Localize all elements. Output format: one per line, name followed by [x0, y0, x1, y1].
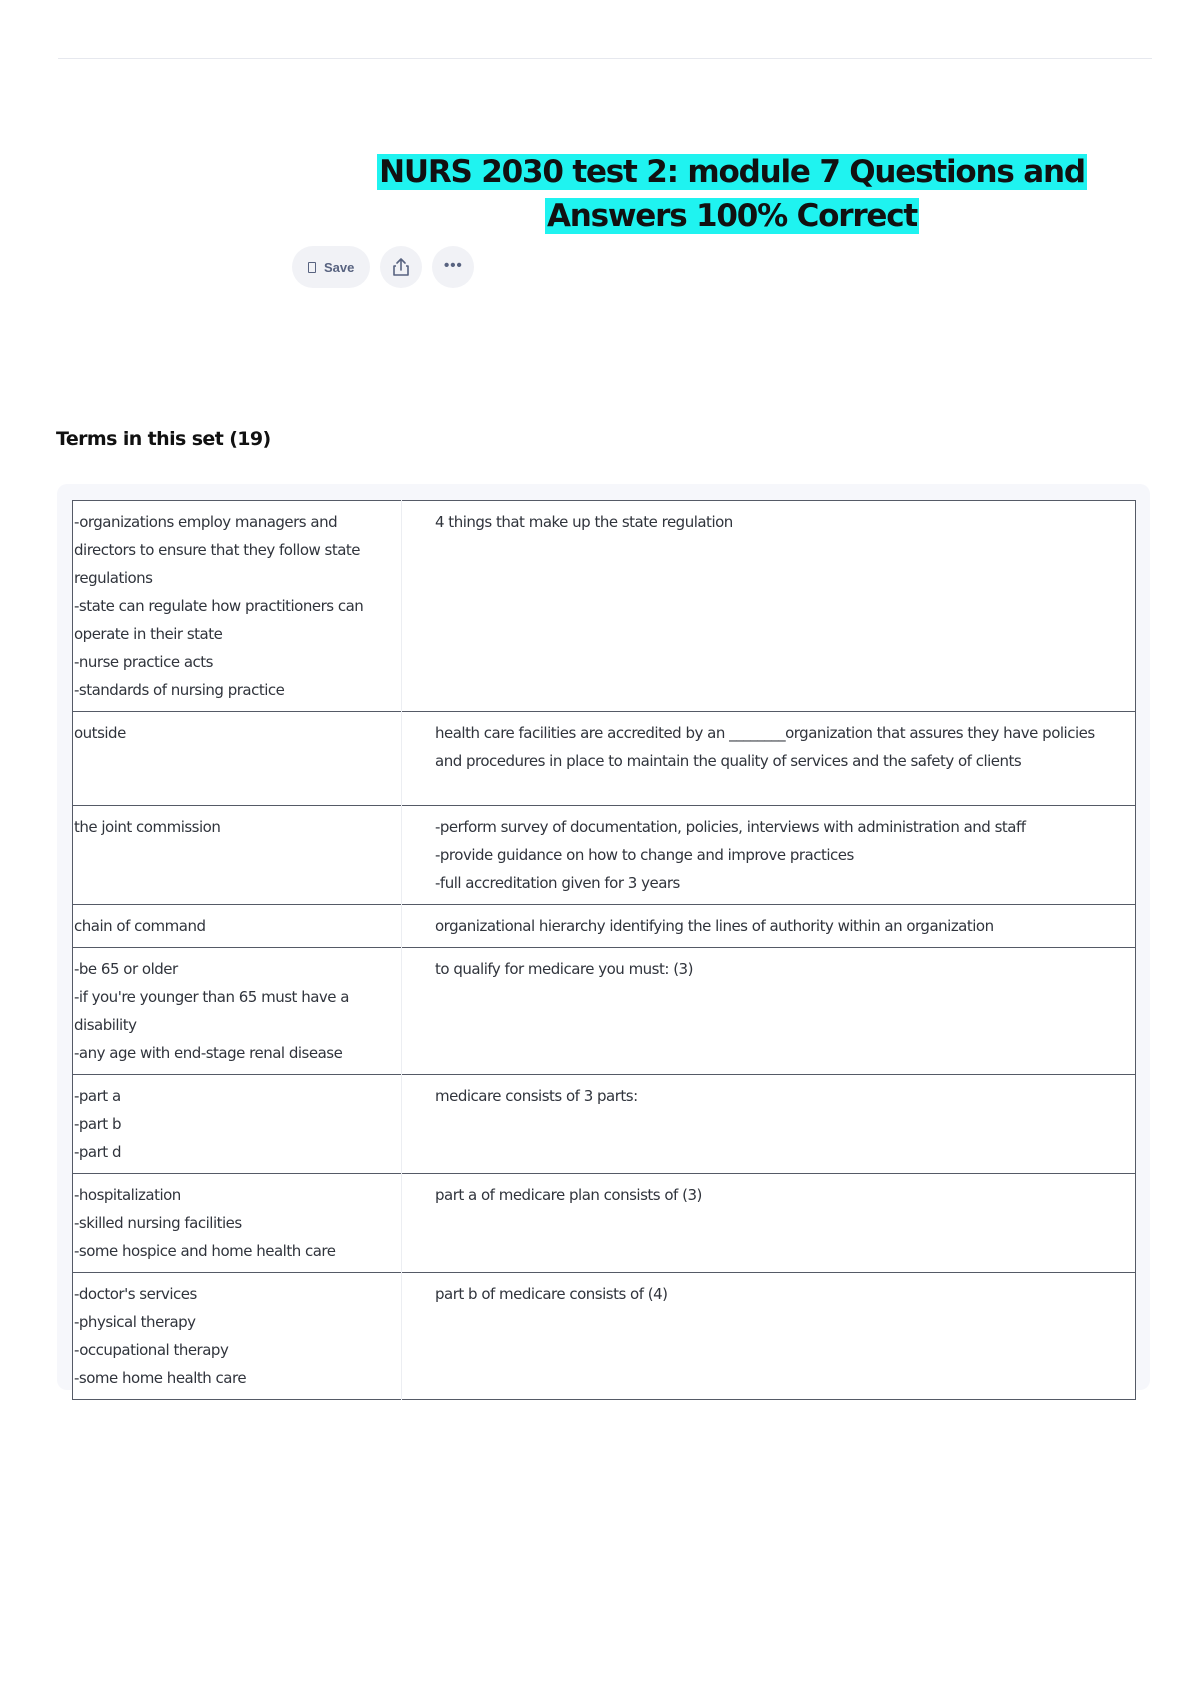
- definition-text: -full accreditation given for 3 years: [435, 874, 680, 892]
- term-cell: [73, 712, 402, 806]
- page-title: NURS 2030 test 2: module 7 Questions and Answers 100% Correct: [379, 154, 1085, 234]
- definition-cell: [402, 712, 1136, 806]
- save-button[interactable]: [292, 246, 370, 288]
- term-cell: [73, 1174, 402, 1273]
- definition-text: 4 things that make up the state regulation: [435, 513, 733, 531]
- definition-text: medicare consists of 3 parts:: [435, 1087, 638, 1105]
- term-text: -doctor's services: [74, 1285, 197, 1303]
- term-text: -be 65 or older: [74, 960, 178, 978]
- terms-heading: Terms in this set (19): [56, 428, 271, 450]
- term-text: -part b: [74, 1115, 121, 1133]
- definition-text: -perform survey of documentation, policies, interviews with administration and staff: [435, 818, 1026, 836]
- definition-text: to qualify for medicare you must: (3): [435, 960, 693, 978]
- term-text: -if you're younger than 65 must have a disability: [74, 988, 354, 1034]
- title-block: [310, 150, 1154, 238]
- term-cell: [73, 905, 402, 948]
- term-text: -hospitalization: [74, 1186, 181, 1204]
- term-text: -nurse practice acts: [74, 653, 213, 671]
- term-text: -standards of nursing practice: [74, 681, 285, 699]
- definition-cell: [402, 1075, 1136, 1174]
- share-button[interactable]: [380, 246, 422, 288]
- terms-table: [72, 500, 1136, 1400]
- table-row: [73, 501, 1136, 712]
- term-text: -part d: [74, 1143, 121, 1161]
- term-cell: [73, 948, 402, 1075]
- term-text: -occupational therapy: [74, 1341, 229, 1359]
- term-text: outside: [74, 724, 126, 742]
- term-text: -physical therapy: [74, 1313, 196, 1331]
- definition-text: health care facilities are accredited by an ________organization that assures they have policies and procedures in place to maintain the quality of services and the safety of clients: [435, 724, 1099, 770]
- definition-cell: [402, 806, 1136, 905]
- term-text: -state can regulate how practitioners can operate in their state: [74, 597, 368, 643]
- definition-text: part b of medicare consists of (4): [435, 1285, 668, 1303]
- share-icon: [392, 257, 410, 277]
- definition-cell: [402, 905, 1136, 948]
- table-row: [73, 712, 1136, 806]
- definition-text: -provide guidance on how to change and improve practices: [435, 846, 854, 864]
- table-row: [73, 905, 1136, 948]
- action-bar: [292, 246, 474, 288]
- table-row: [73, 948, 1136, 1075]
- definition-cell: [402, 948, 1136, 1075]
- table-row: [73, 1174, 1136, 1273]
- term-cell: [73, 1273, 402, 1400]
- term-cell: [73, 1075, 402, 1174]
- term-text: -organizations employ managers and directors to ensure that they follow state regulations: [74, 513, 365, 587]
- term-cell: [73, 501, 402, 712]
- top-divider: [58, 58, 1152, 59]
- definition-cell: [402, 1174, 1136, 1273]
- definition-text: organizational hierarchy identifying the lines of authority within an organization: [435, 917, 994, 935]
- term-text: -some home health care: [74, 1369, 247, 1387]
- definition-text: part a of medicare plan consists of (3): [435, 1186, 702, 1204]
- definition-cell: [402, 1273, 1136, 1400]
- table-row: [73, 1273, 1136, 1400]
- term-text: -skilled nursing facilities: [74, 1214, 242, 1232]
- bookmark-icon: [308, 262, 316, 273]
- definition-cell: [402, 501, 1136, 712]
- save-label: Save: [324, 259, 355, 275]
- term-text: chain of command: [74, 917, 206, 935]
- more-options-button[interactable]: [432, 246, 474, 288]
- table-row: [73, 1075, 1136, 1174]
- term-text: -any age with end-stage renal disease: [74, 1044, 343, 1062]
- more-icon: •••: [443, 256, 463, 274]
- term-text: -some hospice and home health care: [74, 1242, 336, 1260]
- table-row: [73, 806, 1136, 905]
- term-text: -part a: [74, 1087, 121, 1105]
- term-cell: [73, 806, 402, 905]
- term-text: the joint commission: [74, 818, 221, 836]
